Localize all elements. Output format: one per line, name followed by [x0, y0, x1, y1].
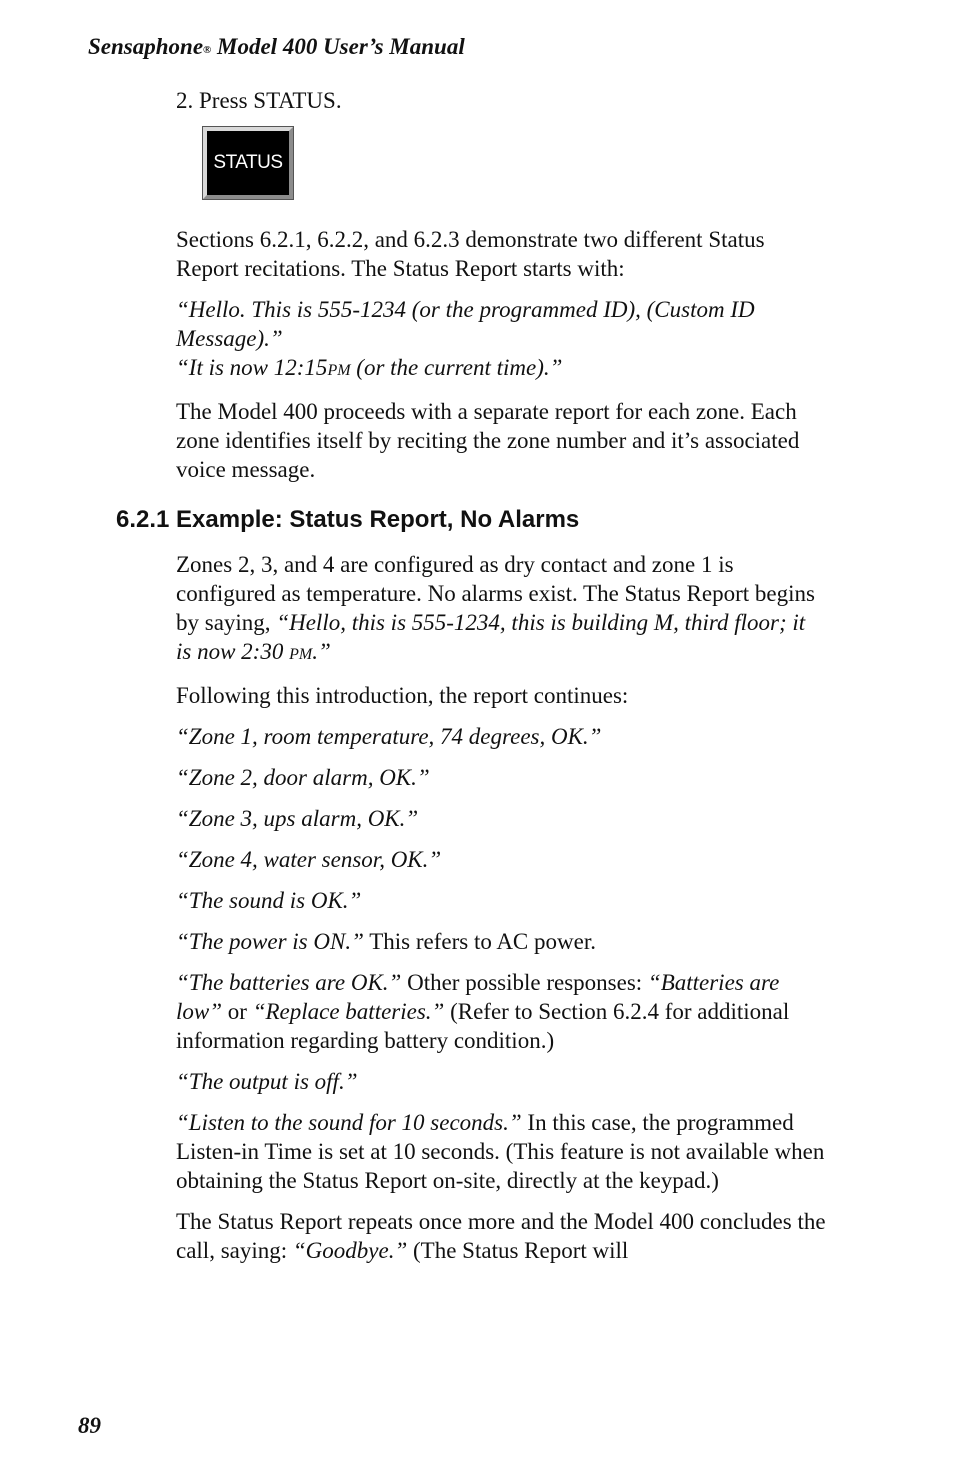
- batteries-text-2: or: [222, 999, 253, 1024]
- intro-quote-2-pm: PM: [327, 362, 351, 379]
- power-quote: “The power is ON.”: [176, 929, 364, 954]
- power-text: This refers to AC power.: [363, 929, 596, 954]
- final-paragraph: [176, 1207, 826, 1265]
- batteries-quote-3: “Replace batteries.”: [252, 999, 445, 1024]
- step-2-text: 2. Press STATUS.: [176, 88, 342, 113]
- batteries-text-1: Other possible responses:: [401, 970, 648, 995]
- intro-paragraph-1: Sections 6.2.1, 6.2.2, and 6.2.3 demonstrate two different Status Report recitations. The Status Report starts with:: [176, 227, 765, 281]
- intro-quote-1: “Hello. This is 555-1234 (or the programmed ID), (Custom ID Message).”: [176, 297, 755, 351]
- output-line: “The output is off.”: [176, 1069, 358, 1094]
- intro-quote-2a: “It is now 12:15: [176, 355, 328, 380]
- intro-quote-2b: (or the current time).”: [350, 355, 563, 380]
- sound-line: “The sound is OK.”: [176, 888, 362, 913]
- zone-3-line: “Zone 3, ups alarm, OK.”: [176, 806, 419, 831]
- intro-paragraph-2: The Model 400 proceeds with a separate report for each zone. Each zone identifies itself by reciting the zone number and it’s associated voice message.: [176, 399, 800, 482]
- listen-line: [176, 1108, 826, 1195]
- header-brand: Sensaphone: [88, 34, 204, 59]
- batteries-quote: “The batteries are OK.”: [176, 970, 402, 995]
- status-key-label: STATUS: [213, 152, 283, 173]
- zone-2-line: “Zone 2, door alarm, OK.”: [176, 765, 430, 790]
- section-p1-pm: PM: [289, 646, 313, 663]
- section-content: [176, 550, 826, 1277]
- listen-text: In this case, the programmed Listen-in Time is set at 10 seconds. (This feature is not available when obtaining the Status Report on-site, directly at the keypad.): [176, 1110, 825, 1193]
- listen-quote: “Listen to the sound for 10 seconds.”: [176, 1110, 522, 1135]
- zone-4-line: “Zone 4, water sensor, OK.”: [176, 847, 442, 872]
- batteries-text-3: (Refer to Section 6.2.4 for additional information regarding battery condition.): [176, 999, 790, 1053]
- running-header: [88, 34, 465, 60]
- zone-1-line: “Zone 1, room temperature, 74 degrees, OK.”: [176, 724, 602, 749]
- section-paragraph-1: [176, 550, 826, 669]
- section-heading: 6.2.1 Example: Status Report, No Alarms: [116, 506, 580, 533]
- section-paragraph-2: Following this introduction, the report continues:: [176, 683, 629, 708]
- section-p1-quote-b: .”: [312, 639, 331, 664]
- final-quote: “Goodbye.”: [292, 1238, 408, 1263]
- intro-quote: [176, 295, 826, 385]
- power-line: [176, 927, 826, 956]
- page-number: 89: [78, 1413, 101, 1438]
- batteries-quote-2: “Batteries are low”: [176, 970, 780, 1024]
- section-p1-text: Zones 2, 3, and 4 are configured as dry contact and zone 1 is configured as temperature. No alarms exist. The Status Report begins by saying,: [176, 552, 815, 635]
- section-p1-quote-a: “Hello, this is 555-1234, this is building M, third floor; it is now 2:30: [176, 610, 806, 664]
- batteries-line: [176, 968, 826, 1055]
- intro-content: [176, 86, 826, 496]
- final-text-1: The Status Report repeats once more and the Model 400 concludes the call, saying:: [176, 1209, 826, 1263]
- status-key-icon: [203, 127, 293, 199]
- registered-mark: ®: [203, 44, 212, 56]
- final-text-2: (The Status Report will: [407, 1238, 629, 1263]
- header-title: Model 400 User’s Manual: [211, 34, 465, 59]
